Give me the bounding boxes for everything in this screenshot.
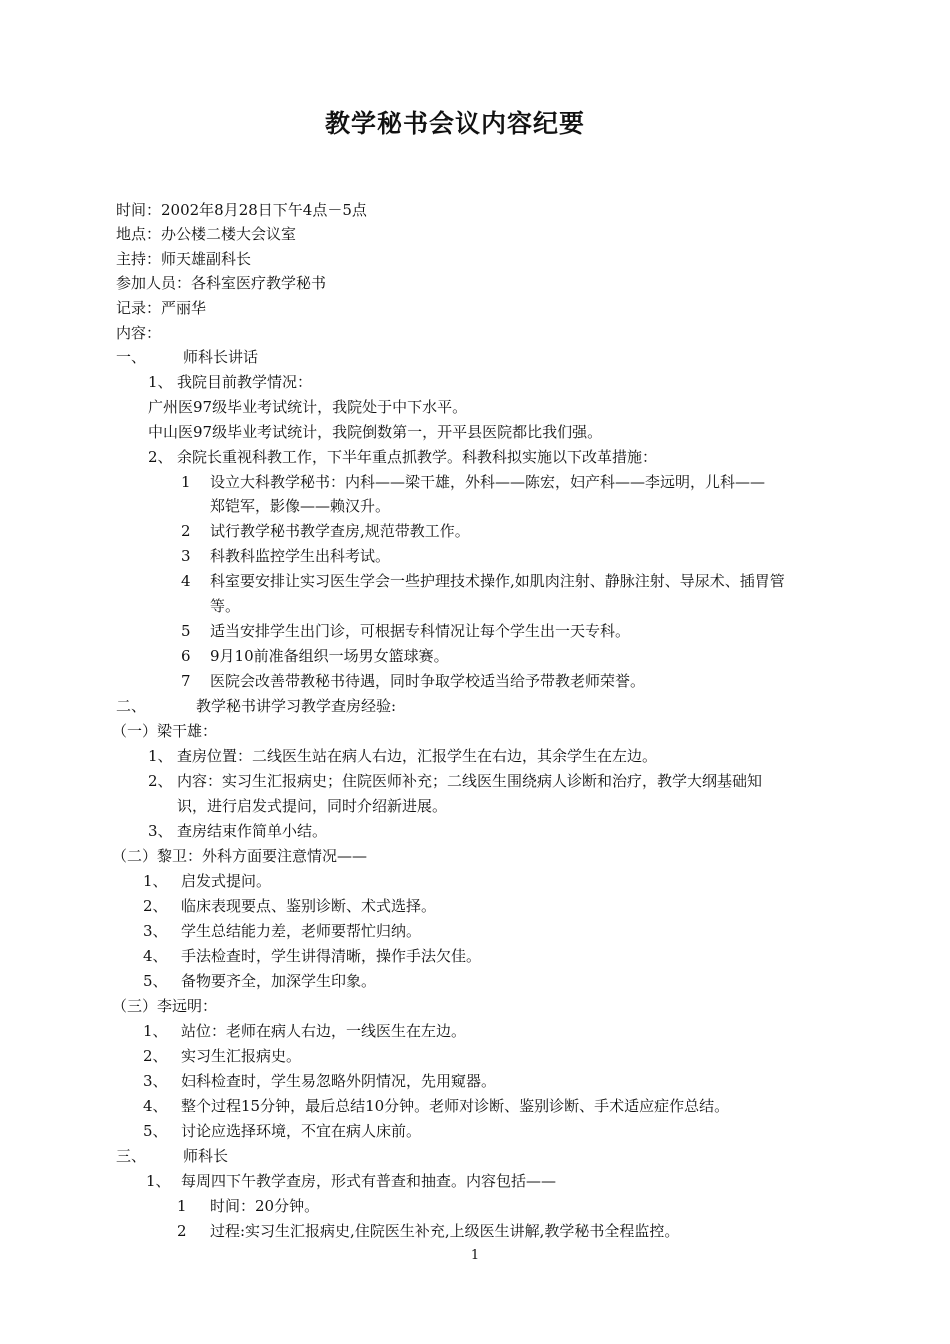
- subitem-number: 7: [181, 672, 191, 690]
- item-number: 4、: [143, 1097, 168, 1115]
- meeting-time: 时间：2002年8月28日下午4点－5点: [116, 201, 367, 219]
- section-number: 二、: [116, 697, 147, 715]
- item-text-continued: 识，进行启发式提问，同时介绍新进展。: [177, 797, 448, 815]
- item-text: 实习生汇报病史。: [181, 1047, 302, 1065]
- paragraph-line: 广州医97级毕业考试统计，我院处于中下水平。: [148, 398, 468, 416]
- meeting-recorder: 记录：严丽华: [116, 299, 207, 317]
- subitem-text-continued: 等。: [210, 597, 241, 615]
- meeting-place: 地点：办公楼二楼大会议室: [116, 225, 297, 243]
- meeting-attendees: 参加人员：各科室医疗教学秘书: [116, 274, 327, 292]
- subitem-text: 医院会改善带教秘书待遇，同时争取学校适当给予带教老师荣誉。: [210, 672, 646, 690]
- subitem-text: 时间：20分钟。: [210, 1197, 320, 1215]
- subitem-number: 6: [181, 647, 191, 665]
- item-number: 4、: [143, 947, 168, 965]
- item-text: 讨论应选择环境，不宜在病人床前。: [181, 1122, 422, 1140]
- item-text: 启发式提问。: [181, 872, 272, 890]
- page-title: 教学秘书会议内容纪要: [324, 109, 585, 138]
- paragraph-line: 中山医97级毕业考试统计，我院倒数第一，开平县医院都比我们强。: [148, 423, 603, 441]
- meeting-host: 主持：师天雄副科长: [116, 250, 252, 268]
- subitem-text: 9月10前准备组织一场男女篮球赛。: [210, 647, 449, 665]
- item-text: 备物要齐全，加深学生印象。: [181, 972, 377, 990]
- content-label: 内容：: [116, 324, 162, 342]
- subitem-number: 4: [181, 572, 191, 590]
- section-heading: 师科长讲话: [183, 348, 259, 366]
- item-text: 查房结束作简单小结。: [177, 822, 328, 840]
- section-heading: 师科长: [183, 1147, 229, 1165]
- item-number: 3、: [143, 922, 168, 940]
- group-heading: （三）李远明：: [112, 997, 218, 1015]
- item-number: 1、: [143, 872, 168, 890]
- item-number: 5、: [143, 972, 168, 990]
- item-number: 2、: [148, 448, 173, 466]
- item-text: 我院目前教学情况：: [177, 373, 313, 391]
- subitem-number: 1: [181, 473, 191, 491]
- subitem-number: 3: [181, 547, 191, 565]
- subitem-text-continued: 郑铠军，影像——赖汉升。: [210, 497, 391, 515]
- group-heading: （二）黎卫：外科方面要注意情况——: [112, 847, 368, 865]
- page-number: 1: [470, 1248, 480, 1263]
- section-number: 一、: [116, 348, 147, 366]
- subitem-number: 2: [177, 1222, 187, 1240]
- subitem-text: 过程:实习生汇报病史,住院医生补充,上级医生讲解,教学秘书全程监控。: [210, 1222, 680, 1240]
- section-number: 三、: [116, 1147, 147, 1165]
- subitem-text: 设立大科教学秘书：内科——梁干雄，外科——陈宏，妇产科——李远明，儿科——: [210, 473, 766, 491]
- item-number: 1、: [146, 1172, 171, 1190]
- item-text: 站位：老师在病人右边，一线医生在左边。: [181, 1022, 467, 1040]
- item-number: 3、: [143, 1072, 168, 1090]
- item-number: 3、: [148, 822, 173, 840]
- item-number: 2、: [143, 897, 168, 915]
- subitem-text: 适当安排学生出门诊，可根据专科情况让每个学生出一天专科。: [210, 622, 631, 640]
- item-text: 内容：实习生汇报病史；住院医师补充；二线医生围绕病人诊断和治疗，教学大纲基础知: [177, 772, 763, 790]
- subitem-number: 2: [181, 522, 191, 540]
- item-number: 2、: [148, 772, 173, 790]
- group-heading: （一）梁干雄：: [112, 722, 218, 740]
- item-text: 妇科检查时，学生易忽略外阴情况，先用窥器。: [181, 1072, 497, 1090]
- subitem-number: 5: [181, 622, 191, 640]
- item-number: 1、: [148, 373, 173, 391]
- item-text: 整个过程15分钟，最后总结10分钟。老师对诊断、鉴别诊断、手术适应症作总结。: [181, 1097, 730, 1115]
- item-number: 1、: [148, 747, 173, 765]
- item-number: 2、: [143, 1047, 168, 1065]
- section-heading: 教学秘书讲学习教学查房经验:: [196, 697, 397, 715]
- item-text: 查房位置：二线医生站在病人右边，汇报学生在右边，其余学生在左边。: [177, 747, 658, 765]
- item-text: 临床表现要点、鉴别诊断、术式选择。: [181, 897, 437, 915]
- item-text: 学生总结能力差，老师要帮忙归纳。: [181, 922, 422, 940]
- item-number: 1、: [143, 1022, 168, 1040]
- subitem-text: 科教科监控学生出科考试。: [210, 547, 391, 565]
- subitem-text: 科室要安排让实习医生学会一些护理技术操作,如肌肉注射、静脉注射、导尿术、插胃管: [210, 572, 785, 590]
- subitem-number: 1: [177, 1197, 187, 1215]
- item-text: 手法检查时，学生讲得清晰，操作手法欠佳。: [181, 947, 482, 965]
- item-number: 5、: [143, 1122, 168, 1140]
- item-text: 每周四下午教学查房，形式有普查和抽查。内容包括——: [181, 1172, 557, 1190]
- subitem-text: 试行教学秘书教学查房,规范带教工作。: [210, 522, 470, 540]
- item-text: 余院长重视科教工作，下半年重点抓教学。科教科拟实施以下改革措施：: [177, 448, 658, 466]
